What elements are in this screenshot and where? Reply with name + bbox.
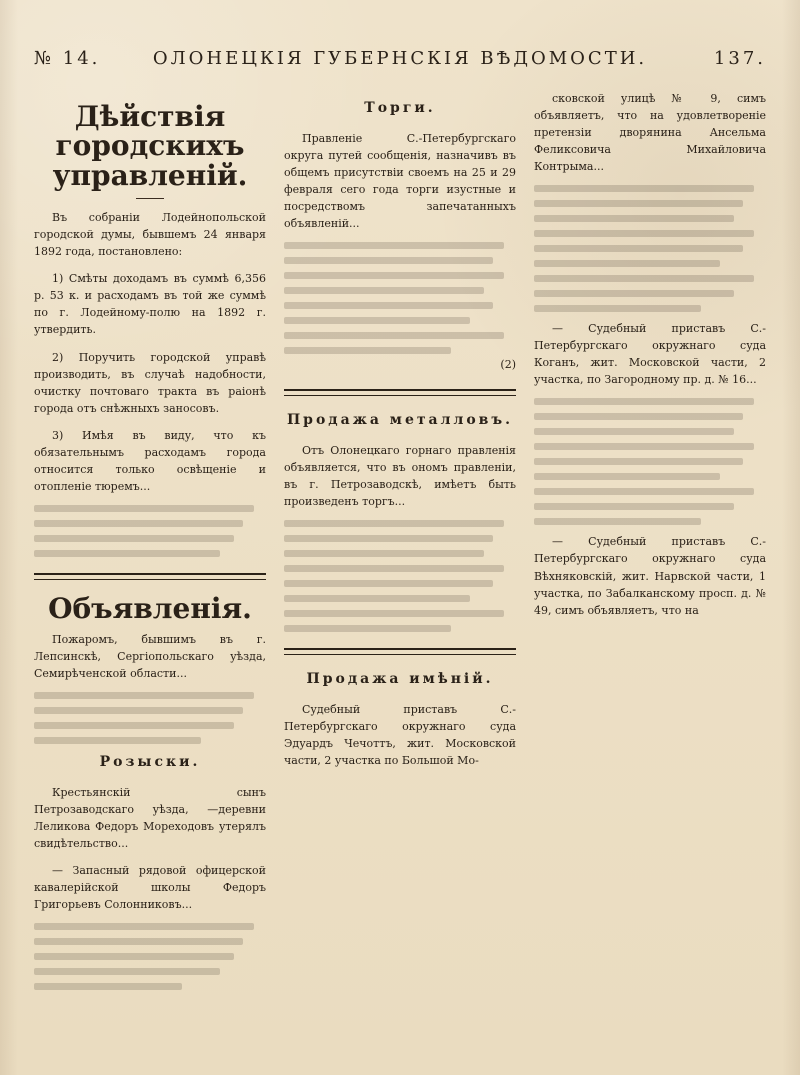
right-text-1: сковской улицѣ № 9, симъ объявляетъ, что на удовлетвореніе претензіи дворянина Ансельма Феликсовича Михайловича Контрыма... bbox=[534, 92, 766, 174]
illegible-line bbox=[34, 722, 234, 729]
illegible-line bbox=[34, 938, 243, 945]
illegible-text-block bbox=[34, 505, 266, 557]
paper-edge-right bbox=[782, 0, 800, 1075]
illegible-line bbox=[34, 968, 220, 975]
illegible-line bbox=[284, 625, 451, 632]
torgi-text: Правленіе С.-Петербургскаго округа путей сообщенія, назначивъ въ общемъ присутствіи своемъ на 25 и 29 февраля сего года торги изустные и посредствомъ запечатанныхъ объявленій... bbox=[284, 131, 516, 230]
newspaper-title: ОЛОНЕЦКІЯ ГУБЕРНСКІЯ ВѢДОМОСТИ. bbox=[152, 47, 648, 69]
search-text-2: — Запасный рядовой офицерской кавалерійской школы Федоръ Григорьевъ Солонниковъ... bbox=[34, 864, 266, 912]
illegible-line bbox=[284, 242, 504, 249]
illegible-line bbox=[284, 595, 470, 602]
middle-column bbox=[284, 88, 516, 1048]
illegible-line bbox=[534, 488, 754, 495]
torgi-heading: Торги. bbox=[364, 100, 436, 116]
section-rule bbox=[34, 573, 266, 580]
illegible-line bbox=[284, 302, 493, 309]
city-item-2: 2) Поручить городской управѣ производить, въ случаѣ надобности, очистку почтоваго тракта въ раіонѣ города отъ снѣжныхъ заносовъ. bbox=[34, 350, 266, 415]
illegible-line bbox=[534, 473, 720, 480]
right-text-3: — Судебный приставъ С.-Петербургскаго окружнаго суда Вѣхняковскій, жит. Нарвской части, 1 участка, по Забалканскому просп. д. № 49, симъ объявляетъ, что на bbox=[534, 535, 766, 617]
illegible-line bbox=[534, 275, 754, 282]
issue-number: № 14. bbox=[34, 47, 101, 69]
announcements-heading: Объявленія. bbox=[48, 591, 252, 625]
city-intro: Въ собраніи Лодейнопольской городской думы, бывшемъ 24 января 1892 года, постановлено: bbox=[34, 211, 266, 259]
searches-heading: Розыски. bbox=[99, 754, 201, 771]
torgi-number: (2) bbox=[500, 357, 516, 371]
heading-separator bbox=[136, 198, 164, 199]
illegible-text-block bbox=[534, 185, 766, 312]
illegible-line bbox=[34, 692, 254, 699]
search-text-1: Крестьянскій сынъ Петрозаводскаго уѣзда, —деревни Леликова Федоръ Мореходовъ утерялъ свидѣтельство... bbox=[34, 786, 266, 851]
illegible-line bbox=[534, 398, 754, 405]
illegible-line bbox=[34, 707, 243, 714]
illegible-line bbox=[534, 215, 734, 222]
illegible-line bbox=[534, 458, 743, 465]
illegible-line bbox=[34, 737, 201, 744]
illegible-line bbox=[534, 245, 743, 252]
illegible-line bbox=[284, 257, 493, 264]
right-column bbox=[534, 88, 766, 1048]
illegible-line bbox=[284, 535, 493, 542]
illegible-line bbox=[284, 287, 484, 294]
section-rule bbox=[284, 648, 516, 655]
right-text-2: — Судебный приставъ С.-Петербургскаго окружнаго суда Коганъ, жит. Московской части, 2 участка, по Загородному пр. д. № 16... bbox=[534, 322, 766, 387]
paper-edge-left bbox=[0, 0, 18, 1075]
illegible-line bbox=[534, 290, 734, 297]
announcement-text: Пожаромъ, бывшимъ въ г. Лепсинскѣ, Сергіопольскаго уѣзда, Семирѣченской области... bbox=[34, 633, 266, 681]
illegible-line bbox=[534, 413, 743, 420]
illegible-line bbox=[34, 983, 182, 990]
illegible-text-block bbox=[534, 398, 766, 525]
illegible-line bbox=[534, 428, 734, 435]
illegible-line bbox=[284, 610, 504, 617]
illegible-line bbox=[284, 317, 470, 324]
page-number: 137. bbox=[713, 47, 766, 69]
illegible-line bbox=[534, 230, 754, 237]
illegible-text-block bbox=[34, 692, 266, 744]
city-item-3: 3) Имѣя въ виду, что къ обязательнымъ расходамъ города относится только освѣщеніе и отопленіе тюремъ... bbox=[34, 428, 266, 493]
illegible-line bbox=[284, 580, 493, 587]
illegible-line bbox=[284, 332, 504, 339]
text-columns bbox=[34, 88, 766, 1048]
left-column bbox=[34, 88, 266, 1048]
illegible-line bbox=[34, 520, 243, 527]
illegible-line bbox=[34, 550, 220, 557]
illegible-line bbox=[534, 200, 743, 207]
city-item-1: 1) Смѣты доходамъ въ суммѣ 6,356 р. 53 к. и расходамъ въ той же суммѣ по г. Лодейному-полю на 1892 г. утвердить. bbox=[34, 272, 266, 337]
estate-sale-heading: Продажа имѣній. bbox=[306, 670, 494, 687]
illegible-line bbox=[284, 565, 504, 572]
illegible-line bbox=[534, 518, 701, 525]
page-header bbox=[34, 44, 766, 72]
illegible-line bbox=[34, 535, 234, 542]
illegible-line bbox=[34, 953, 234, 960]
illegible-line bbox=[34, 505, 254, 512]
city-administration-heading: Дѣйствія городскихъ управленій. bbox=[52, 100, 248, 192]
illegible-line bbox=[534, 305, 701, 312]
illegible-text-block bbox=[34, 923, 266, 990]
illegible-line bbox=[34, 923, 254, 930]
illegible-line bbox=[284, 272, 504, 279]
metal-sale-text: Отъ Олонецкаго горнаго правленія объявляется, что въ ономъ правленіи, въ г. Петрозаводскѣ, имѣетъ быть произведенъ торгъ... bbox=[284, 443, 516, 508]
illegible-line bbox=[534, 443, 754, 450]
illegible-line bbox=[284, 520, 504, 527]
illegible-line bbox=[284, 550, 484, 557]
illegible-line bbox=[534, 260, 720, 267]
illegible-line bbox=[534, 503, 734, 510]
illegible-text-block bbox=[284, 242, 516, 354]
section-rule bbox=[284, 389, 516, 396]
metal-sale-heading: Продажа металловъ. bbox=[286, 412, 514, 429]
illegible-line bbox=[284, 347, 451, 354]
estate-sale-text: Судебный приставъ С.-Петербургскаго окружнаго суда Эдуардъ Чечоттъ, жит. Московской части, 2 участка по Большой Мо- bbox=[284, 702, 516, 767]
illegible-text-block bbox=[284, 520, 516, 632]
illegible-line bbox=[534, 185, 754, 192]
